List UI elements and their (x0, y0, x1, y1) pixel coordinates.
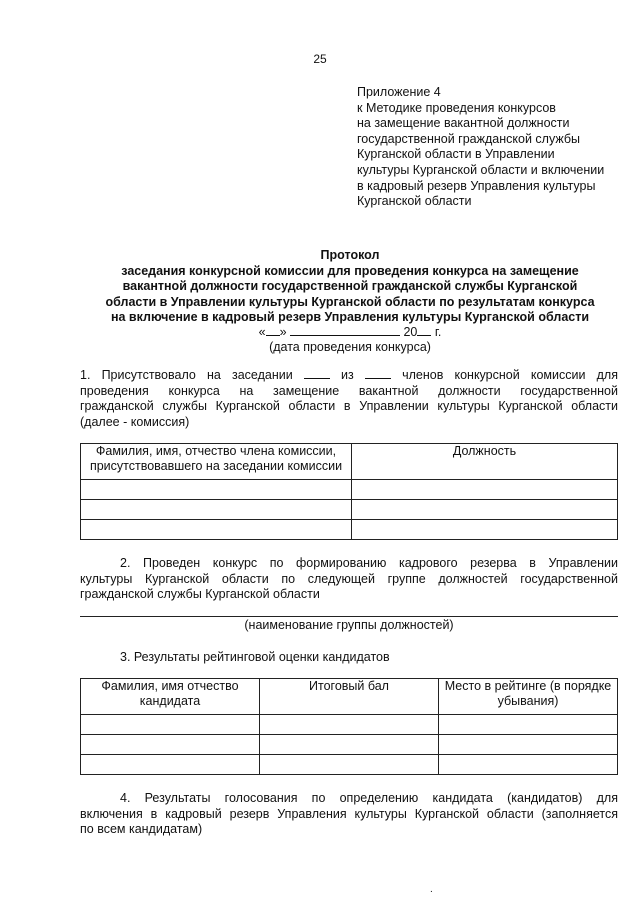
table-cell[interactable] (81, 520, 352, 540)
footer-mark: . (430, 884, 433, 895)
table-header-cell: Фамилия, имя отчество кандидата (81, 679, 260, 715)
section-2-line: культуры Курганской области по следующей группе должностей государственной (80, 571, 618, 586)
commission-members-table (80, 443, 618, 540)
table-cell[interactable] (352, 520, 618, 540)
table-cell[interactable] (352, 500, 618, 520)
section-3 (80, 650, 618, 666)
group-name-caption: (наименование группы должностей) (244, 618, 454, 632)
title-line: заседания конкурсной комиссии для проведения конкурса на замещение (121, 263, 579, 278)
table-cell[interactable] (260, 715, 439, 735)
section-1-line: 1. Присутствовало на заседании из членов конкурсной комиссии для (80, 368, 618, 382)
table-header-cell: Итоговый бал (260, 679, 439, 715)
appendix-line: Курганской области в Управлении (357, 147, 555, 162)
title-line: вакантной должности государственной гражданской службы Курганской (122, 279, 578, 293)
appendix-line: Курганской области (357, 194, 472, 209)
section-2-line: 2. Проведен конкурс по формированию кадрового резерва в Управлении (120, 556, 618, 570)
table-cell[interactable] (439, 735, 618, 755)
table-header-cell: Фамилия, имя, отчество члена комиссии, присутствовавшего на заседании комиссии (81, 444, 352, 480)
section-1 (80, 367, 618, 430)
section-1-line: проведения конкурса на замещение вакантной должности государственной (80, 383, 618, 398)
document-title (60, 248, 640, 326)
section-1-line: гражданской службы Курганской области в Управлении культуры Курганской области (80, 399, 618, 413)
table-cell[interactable] (81, 480, 352, 500)
table-header-cell: Место в рейтинге (в порядке убывания) (439, 679, 618, 715)
rating-table (80, 678, 618, 775)
title-heading: Протокол (320, 248, 380, 262)
appendix-line: Приложение 4 (357, 85, 441, 99)
table-cell[interactable] (439, 715, 618, 735)
table-cell[interactable] (439, 755, 618, 775)
appendix-line: культуры Курганской области и включении (357, 162, 605, 177)
title-line: области в Управлении культуры Курганской области по результатам конкурса (105, 294, 595, 309)
date-caption: (дата проведения конкурса) (269, 340, 431, 354)
section-4 (80, 791, 618, 838)
table-cell[interactable] (81, 735, 260, 755)
table-cell[interactable] (352, 480, 618, 500)
group-name-blank[interactable] (80, 616, 618, 617)
table-cell[interactable] (260, 755, 439, 775)
table-cell[interactable] (81, 715, 260, 735)
section-2 (80, 556, 618, 603)
table-cell[interactable] (81, 755, 260, 775)
page-number: 25 (313, 52, 327, 66)
section-4-line: 4. Результаты голосования по определению кандидата (кандидатов) для (120, 791, 618, 805)
appendix-line: государственной гражданской службы (357, 131, 580, 146)
date-line: « » 20 г. (258, 325, 442, 339)
appendix-line: на замещение вакантной должности (357, 116, 570, 131)
appendix-line: к Методике проведения конкурсов (357, 100, 556, 115)
section-1-line: (далее - комиссия) (80, 414, 190, 429)
section-3-heading: 3. Результаты рейтинговой оценки кандидатов (120, 650, 390, 664)
date-block (60, 324, 640, 355)
section-4-line: по всем кандидатам) (80, 822, 203, 836)
appendix-line: в кадровый резерв Управления культуры (357, 178, 596, 193)
table-cell[interactable] (260, 735, 439, 755)
section-4-line: включения в кадровый резерв Управления культуры Курганской области (заполняется (80, 806, 618, 821)
table-cell[interactable] (81, 500, 352, 520)
table-header-cell: Должность (352, 444, 618, 480)
section-2-line: гражданской службы Курганской области (80, 587, 320, 601)
appendix-header (357, 85, 627, 210)
title-line: на включение в кадровый резерв Управления культуры Курганской области (110, 310, 590, 324)
